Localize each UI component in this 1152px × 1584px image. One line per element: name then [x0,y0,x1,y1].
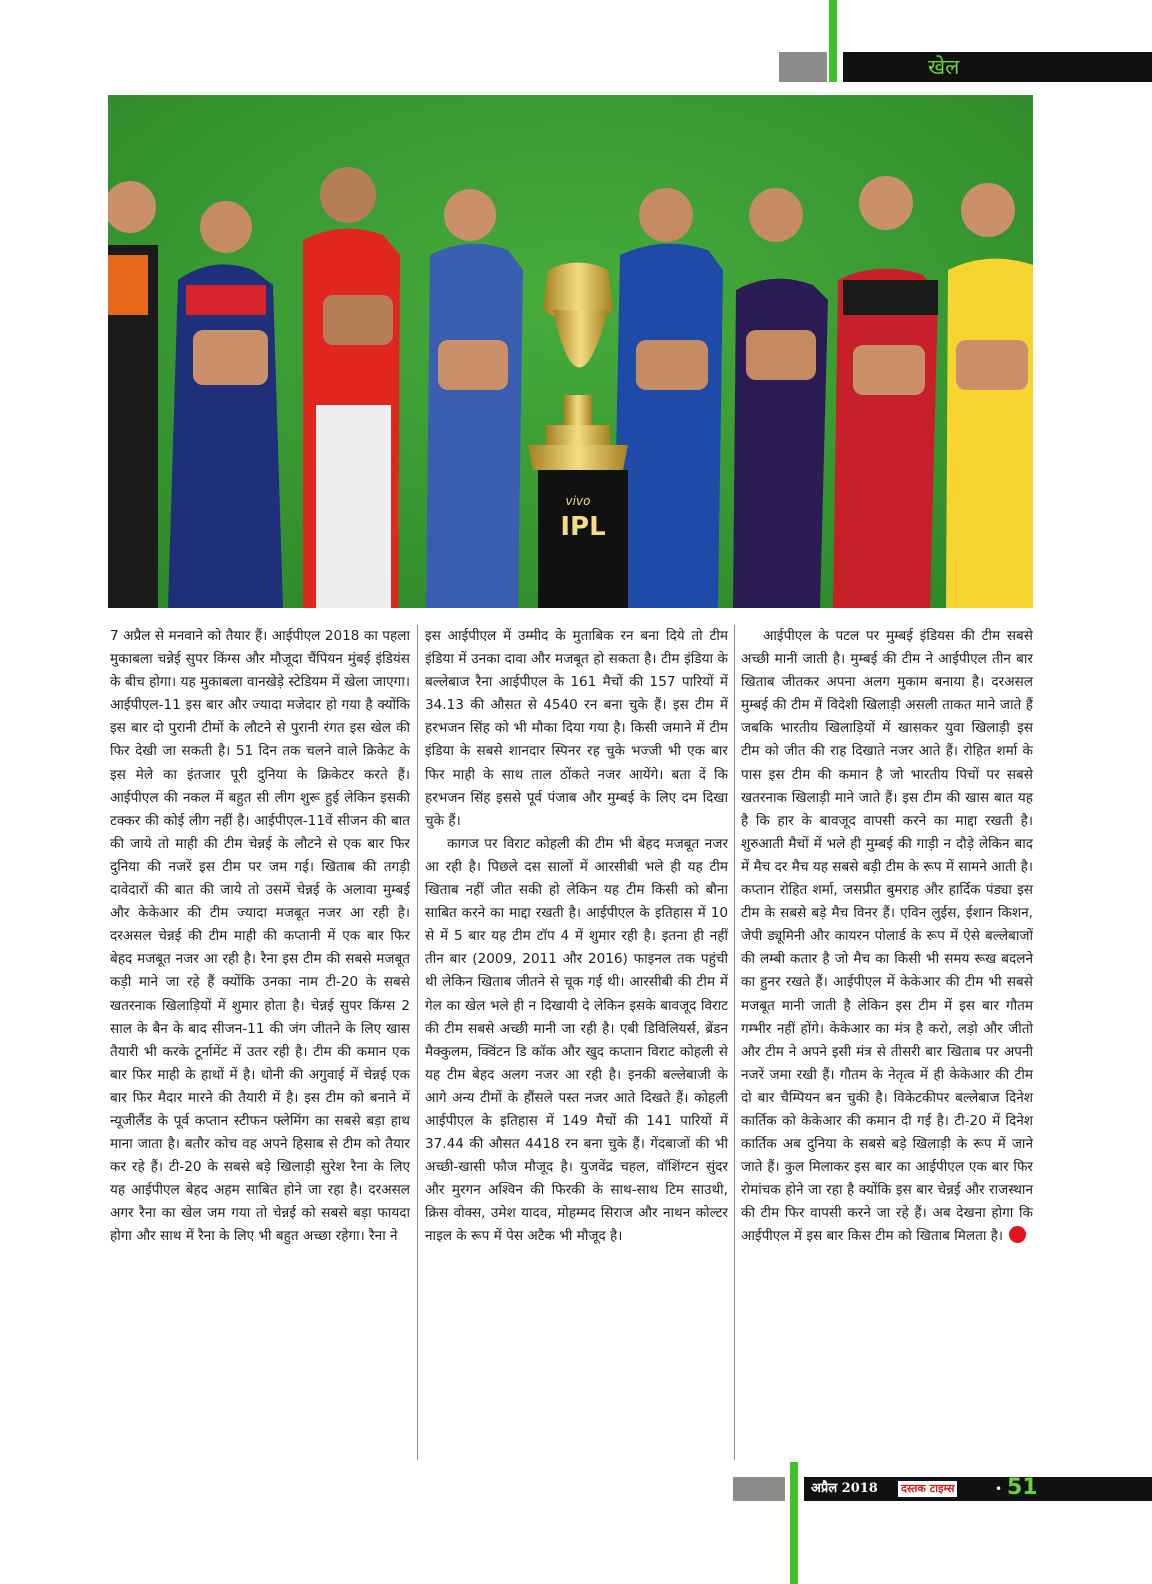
section-label: खेल [928,55,960,79]
column-divider [734,625,735,1460]
player-figure [426,189,523,608]
trophy-brand-text: vivo [565,494,591,508]
paragraph: इस आईपीएल में उम्मीद के मुताबिक रन बना दिये तो टीम इंडिया में उनका दावा और मजबूत हो सकता है। टीम इंडिया के बल्लेबाज रैना आईपीएल के 161 मैचों की 157 पारियों में 34.13 की औसत से 4540 रन बना चुके हैं। इस टीम में हरभजन सिंह को भी मौका दिया गया है। किसी जमाने में टीम इंडिया के सबसे शानदार स्पिनर रह चुके भज्जी भी एक बार फिर माही के साथ ताल ठोंकते नजर आयेंगे। बता दें कि हरभजन सिंह इससे पूर्व पंजाब और मुम्बई के लिए दम दिखा चुके हैं। [425,628,728,829]
footer-green-rule [790,1462,798,1584]
ipl-captains-photo [108,95,1033,608]
paragraph: 7 अप्रैल से मनवाने को तैयार हैं। आईपीएल 2018 का पहला मुकाबला चन्नेई सुपर किंग्स और मौजूदा चैंपियन मुंबई इंडियंस के बीच होगा। यह मुकाबला वानखेड़े स्टेडियम में खेला जाएगा। आईपीएल-11 इस बार और ज्यादा मजेदार हो गया है क्योंकि इस बार दो पुरानी टीमों के लौटने से पुरानी रंगत इस खेल की फिर देखी जा सकती है। 51 दिन तक चलने वाले क्रिकेट के इस मेले का इंतजार पूरी दुनिया के क्रिकेटर करते हैं। आईपीएल की नकल में बहुत सी लीग शुरू हुई लेकिन इसकी टक्कर की कोई लीग नहीं है। आईपीएल-11वें सीजन की बात की जाये तो माही की टीम चेन्नई के लौटने से एक बार फिर दुनिया की नजरें इस टीम पर जम गई। खिताब की तगड़ी दावेदारों की बात की जाये तो उसमें चेन्नई के अलावा मुम्बई और केकेआर की टीम ज्यादा मजबूत नजर आ रही है। दरअसल चेन्नई की टीम माही की कप्तानी में एक बार फिर बेहद मजबूत नजर आ रही है। रैना इस टीम की सबसे मजबूत कड़ी माने जा रहे हैं क्योंकि उनका नाम टी-20 के सबसे खतरनाक खिलाड़ियों में शुमार होता है। चेन्नई सुपर किंग्स 2 साल के बैन के बाद सीजन-11 की जंग जीतने के लिए खास तैयारी भी करके टूर्नामेंट में उतर रही है। टीम की कमान एक बार फिर माही के हाथों में है। धोनी की अगुवाई में चेन्नई एक बार फिर मैदार मारने की तैयारी में है। इस टीम को बनाने में न्यूजीलैंड के पूर्व कप्तान स्टीफन फ्लेमिंग का सबसे बड़ा हाथ माना जाता है। बतौर कोच वह अपने हिसाब से टीम को तैयार कर रहे हैं। टी-20 के सबसे बड़े खिलाड़ी सुरेश रैना के लिए यह आईपीएल बेहद अहम साबित होने जा रहा है। दरअसल अगर रैना का खेल जम गया तो चेन्नई को सबसे बड़ा फायदा होगा और साथ में रैना के लिए भी बहुत अच्छा रहेगा। रैना ने [110,628,410,1245]
article-column-3 [741,625,1033,1249]
magazine-logo: दस्तक टाइम्स [898,1481,957,1497]
trophy-league-text: IPL [560,512,606,542]
paragraph: कागज पर विराट कोहली की टीम भी बेहद मजबूत नजर आ रही है। पिछले दस सालों में आरसीबी भले ही यह टीम खिताब नहीं जीत सकी हो लेकिन यह टीम किसी को बौना साबित करने का माद्दा रखती है। आईपीएल के इतिहास में 10 से में 5 बार यह टीम टॉप 4 में शुमार रही है। इतना ही नहीं तीन बार (2009, 2011 और 2016) फाइनल तक पहुंची थी लेकिन खिताब जीतने से चूक गई थी। आरसीबी की टीम में गेल का खेल भले ही न दिखायी दे लेकिन इसके बावजूद विराट की टीम सबसे अच्छी मानी जा रही है। एबी डिविलियर्स, ब्रेंडन मैक्कुलम, क्विंटन डि कॉक और खुद कप्तान विराट कोहली से यह टीम बेहद अलग नजर आ रही है। इनकी बल्लेबाजी के आगे अन्य टीमों के हौंसले पस्त नजर आते दिखते हैं। कोहली आईपीएल के इतिहास में 149 मैचों की 141 पारियों में 37.44 की औसत 4418 रन बना चुके हैं। गेंदबाजों की भी अच्छी-खासी फौज मौजूद है। युजवेंद्र चहल, वॉशिंग्टन सुंदर और मुरगन अश्विन की फिरकी के साथ-साथ टिम साउथी, क्रिस वोक्स, उमेश यादव, मोहम्मद सिराज और नाथन कोल्टर नाइल के रूप में पेस अटैक भी मौजूद है। [425,835,728,1245]
issue-month: अप्रैल 2018 [811,1481,878,1496]
header-green-rule [829,0,837,82]
paragraph-wrapper [741,625,1033,1249]
article-column-2 [425,625,728,1249]
column-divider [417,625,418,1460]
player-figure [108,181,158,608]
paragraph: आईपीएल के पटल पर मुम्बई इंडियस की टीम सबसे अच्छी मानी जाती है। मुम्बई की टीम ने आईपीएल तीन बार खिताब जीतकर अपना अलग मुकाम बनाया है। दरअसल मुम्बई की टीम में विदेशी खिलाड़ी असली ताकत माने जाते हैं जबकि भारतीय खिलाड़ियों में खासकर युवा खिलाड़ी इस टीम को जीत की राह दिखाते नजर आते हैं। रोहित शर्मा के पास इस टीम की कमान है जो भारतीय पिचों पर सबसे खतरनाक खिलाड़ी माने जाते हैं। इस टीम की खास बात यह है कि हार के बावजूद वापसी करने का माद्दा रखती है। शुरुआती मैचों में भले ही मुम्बई की गाड़ी न दौड़े लेकिन बाद में मैच दर मैच यह सबसे बड़ी टीम के रूप में सामने आती है। कप्तान रोहित शर्मा, जसप्रीत बुमराह और हार्दिक पंड्या इस टीम के सबसे बड़े मैच विनर हैं। एविन लुईस, ईशान किशन, जेपी ड्यूमिनी और कायरन पोलार्ड के रूप में ऐसे बल्लेबाजों की लम्बी कतार है जो मैच का किसी भी समय रूख बदलने का हुनर रखते हैं। आईपीएल में केकेआर की टीम भी सबसे मजबूत मानी जाती है लेकिन इस टीम में इस बार गौतम गम्भीर नहीं होंगे। केकेआर का मंत्र है करो, लड़ो और जीतो और टीम ने अपने इसी मंत्र से तीसरी बार खिताब पर अपनी नजरें जमा रखी हैं। गौतम के नेतृत्व में ही केकेआर की टीम दो बार चैम्पियन बन चुकी है। विकेटकीपर बल्लेबाज दिनेश कार्तिक को केकेआर की कमान दी गई है। टी-20 में दिनेश कार्तिक अब दुनिया के सबसे बड़े खिलाड़ी के रूप में जाने जाते हैं। कुल मिलाकर इस बार का आईपीएल एक बार फिर रोमांचक होने जा रहा है क्योंकि इस बार चेन्नई और राजस्थान की टीम फिर वापसी करने जा रहे हैं। अब देखना होगा कि आईपीएल में इस बार किस टीम को खिताब मिलता है। [741,628,1033,1245]
header-gray-block [779,52,827,82]
end-mark-dot [1009,1226,1026,1243]
footer-gray-block [733,1477,785,1501]
article-column-1 [110,625,410,1249]
header-section-bar [843,52,1152,82]
footer-separator: • [995,1482,1003,1496]
page-number: 51 [1007,1475,1038,1500]
